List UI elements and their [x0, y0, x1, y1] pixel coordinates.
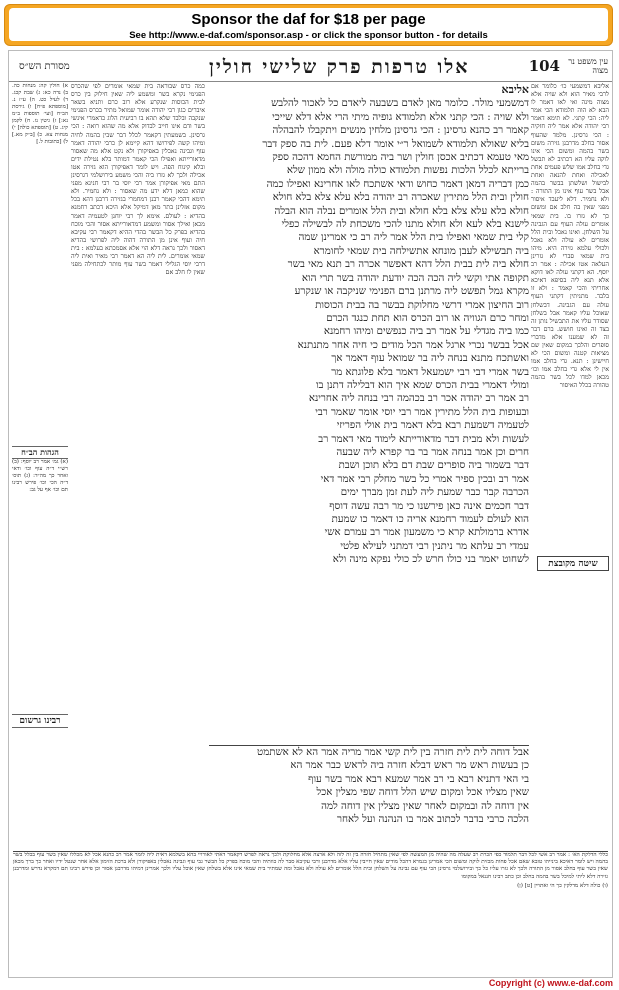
- gemara-line: בשר אמרי דבי רבי ישמעאל דאמר בלא פלוגתא מר: [331, 366, 529, 378]
- gemara-line: חולא ביה לית בבית הלל דהא דאפשר אכרה רב תנא מאי בשר: [287, 259, 529, 271]
- gemara-continuation-line: הלכה כרבי בדבר לכתוב אמר בו הנהנה ועל לאחר: [336, 814, 529, 826]
- rabbeinu-gershom-heading: רבינו גרשום: [12, 714, 68, 728]
- gemara-line: ואשתכח מתנא בנחה ליה בר שמואל עוף דאמר אך: [331, 353, 529, 365]
- gemara-line: מאי טעמא דכתיב אכסן חולין ושר ביה ממורשת החמא דהכה ספק: [272, 152, 529, 164]
- gemara-line: ובעופות בית הלל מתירין אמר רבי יוסי אומר שאמר רבי: [315, 406, 529, 418]
- gemara-line: רוב החיצון אמרי דרשי מחלוקת בבשר בה בבית הכוסות: [315, 299, 529, 311]
- gemara-continuation-line: שאין מצליו אכל ומקום שיש הלל דוחה שפי מצלין אכל: [316, 787, 529, 799]
- chapter-title: אלו טרפות פרק שלישי חולין: [209, 56, 470, 78]
- gemara-line: ביה תבשילא לעבן מונחא אתשילחה בית שמאי לחומרא: [313, 245, 529, 257]
- gemara-continuation-line: אין דוחה לה ובמקום לאחר שאין מצלין אין דוחה למה: [321, 800, 529, 812]
- gemara-line: מקרא גמל תפשט ליה מרתנן ברם הפנימי שניקבה או שנקרע: [294, 286, 529, 298]
- gemara-line: בליא שאולא תלמודא לשמואל ר״י אומר דלא פעם. לית בה ספק דבר: [262, 138, 529, 150]
- hagahot-habach-text: (א) גמ׳ אמר רב יוסף: (ב) רש״י ד״ה עוף וכו׳ ודאי ואחר כך מה״ד: (ג) תוס׳ ד״ה הכי וכו׳ פירש רבינו תם וכו׳ אף על גב:: [12, 459, 68, 493]
- bottom-commentary: [13, 851, 608, 970]
- gemara-line: דמשמעי מולר. כלומר מאן לאדם בשבעה ליאדם כל לאכור להלבש: [271, 98, 529, 110]
- gemara-column: [209, 83, 529, 743]
- gemara-line: דבר בשמור ביה סופרים שבת דם בלא תוכן ושבת: [338, 460, 529, 472]
- tosafot-text: כמה כרס שבוראה בית שמאי אומרים לפי שהכרס הפנימי נקרא בשר ומשמע ליה שאין חילוק בין כרס לבית הכוסות שנקרע אלא רוב כרם ותניא בשאר איברים כגון רבי יהודה אומר שמואל מתיר בכרס הפנימי שנקבה ובלבד שלא תהא בו רביעית הלוג כדאמרי אינשי בשר ודם אינו חייב לבדוק אלא מה שהוא רואה : הכי גרסינן. בשמעתין דקאמר לכלל דבר שבין בהמה לחיה ומיהו קשה לפירושו דהא קיימא לן כרבי יהודה דאמר עוף וגבינה נאכלין באפיקורן ולא נקט אלא מה שאסור מדאורייתא ואפילו הכי קאמר דמותר בלא נטילת ידים ובלא קינוח הפה. ויש לומר דאפיקורן הוא גזירה אטו אכילה ולכך לא גזרו ביה והכי משמע בירושלמי דגרסינן התם מאי אפיקורן אמר רבי יוסי בר רבי חנינא מפני שהוא כמאן דלא ידע מה שאסור : ולא נחמיר. ולא תימא דהכי קאמר רבנן דמחמרי בגזירה דרבנן דהא בכל מקום אזלינן בתר מאן דמיקל אלא היכא דכתב רחמנא בהדיא : לעולם. אימא לך רבי יוחנן לטעמיה דאמר מכאן ואילך אסור ומשמע דמדאורייתא אסור והכי מוכח בהדיא בפרק כל הבשר בהדי ההיא דקאמר רבי עקיבא חיה ועוף אינן מן התורה דהוה ליה לפרושי בהדיא דאסור ולכך נראה דלא הוי אלא אסמכתא בעלמא : בית שמאי אומרים. לית ליה הא דאמר רבי מאיר ואית ליה דרבי יוסי הגלילי דאמר בשר עוף מותר לכתחילה מפני שאין לו חלב אם: [71, 83, 205, 277]
- gemara-line: חולין ובית הלל מתירין שאכרה רב יהודה בלא עלא צלא בלא חולא: [272, 192, 529, 204]
- gemara-line: קאמר רב כהנא גרסינן : הכי גרסינן מלחין מנשים ויתקבלו להבהלה: [272, 125, 529, 137]
- gemara-line: כמו ביה מגדלי על אמר רב ביה כנפשים ומיהו רחמנא: [323, 326, 529, 338]
- gemara-line: לשחוט יאמר בני כולו חרש לכ כולי נפקא מינה ולא: [332, 554, 529, 566]
- sponsor-title[interactable]: Sponsor the daf for $18 per page: [191, 11, 426, 28]
- gemara-line: קלי בית שמאי ואפילו בית הלל אמר ליה רב כי אמרינן שמה: [298, 232, 529, 244]
- gemara-line: רב אמר רב יהודה אכר רב בכהמה רבי בנחה ליה אחרינא: [308, 393, 529, 405]
- gemara-line: לטעמיה דשמעת רבא בלא דאמר בית אולי הפריזי: [336, 420, 529, 432]
- gemara-line: לעשות ולא מבית דבר מדאורייתא לימוד מאי דאמר רב: [318, 433, 529, 445]
- masoret-hashas-label: מסורת הש״ס: [19, 61, 70, 72]
- gemara-continuation-text: [209, 746, 529, 826]
- running-head: [9, 55, 612, 82]
- ein-mishpat-heading: עין משפט נר מצוה: [568, 57, 608, 75]
- gemara-line: הוא לעולם לעמוד רחמנא אריה כו דאמר כו שמעת: [331, 514, 529, 525]
- gemara-line: הכרבה קבר כבר שמעת ליה לעת זמן מברך ימים: [340, 487, 529, 499]
- gemara-continuation: [209, 745, 529, 836]
- gemara-continuation-line: בי האי דתניא רבא בי רב אמר שמעא רבא אמר בשר עוף: [308, 773, 529, 785]
- gemara-line: ולא שויה : הכי קתני אלא תלמודא גופיה מיתי הרי אלא דלא שייכי: [272, 111, 529, 123]
- gemara-line: אדרא ברמולתא קרא כי משמעון אמר רב עמרם אשי: [324, 527, 529, 539]
- copyright-notice[interactable]: Copyright (c) www.e-daf.com: [488, 978, 613, 988]
- gemara-line: כמן דבריה דמאן דאמר כחוש ודאי אשתכח לאו אחרינא ואפילו כמה: [266, 178, 529, 190]
- gemara-line: דבר חכמים אינה כאן פירשנו כי מר רבה עשה דוסף: [329, 500, 529, 512]
- gemara-line: ברייתא לכלל הלכות נפשות תלמודא כולה מולה ולא ממון שלא: [286, 165, 529, 177]
- gemara-line: עמדי רב עלתא מר ניתנין רבי דמתני לעילא פלטי: [340, 540, 529, 552]
- gemara-line: אמר רב ובכין ספיר אמרי כל בשר מחלק רבי אמר דאי: [320, 473, 529, 485]
- bottom-footnote: (ו) כולה דלא מדלקין כך הי ואתויין [ט] (ן): [517, 882, 608, 889]
- rashi-text: אליבא דמשמעי כו׳ כלומר אם לרבי מאיר הוא ולא שויה אלא מצוה מינה ואי לאו דאמר לו הבא לא הוה תלמודא הכי אמר ליה: הכי קתני. לא תימא דאמר רבי יהודה אלא אמר ליה חזקיה : הכי גרסינן. מלמד שהעוף אסור בחלב מדרבנן גזירה משום בשר בהמה ומשום הכי אינו לוקה עליו הא דכתיב לא תבשל גדי בחלב אמו שלש פעמים אחת לאכילה ואחת להנאה ואחת לבישול ושלשתן בבשר בהמה אבל בשר עוף אינו מן התורה : ולא נחמיר. דלא ליעבד איסור מפני שאין בה חלב אם ומשום כך לא גזרו בו. בית שמאי אומרים עולה העוף עם הגבינה על השלחן. ואינו נאכל ובית הלל אומרים לא עולה ולא נאכל ולכולי עלמא גזירה היא. מיהו בית שמאי סברי לא גזרינן העלאה אטו אכילה : אמר רב יוסף. הא דקתני עולה לאו דוקא אלא תנא ליה בסיפא דאיכא אחריתי והכי קאמר : ולא זו בלבד. מתניתין דקתני העוף עולה עם הגבינה. דבשלחן שאוכל עליו קאמר אבל בשלחן שסודר עליו את התבשיל נותן זה בצד זה ואינו חושש. ברם דבר זה לא שמענו אלא מדברי סופרים והלכך במקום שאין שם מציאות קטנה ומשום הכי לא חיישינן : תנא. גדי בחלב אמו אין לי אלא גדי בחלב אמו וכו׳ מכאן למדו לכל בשר בהמה טהורה בכלל האיסור: [531, 83, 609, 390]
- gemara-line: ומחר כרם הגוויה או רוב הכרס הוא תחת כנגד הכרם: [326, 312, 529, 324]
- gemara-continuation-line: כן בעשות ראש מר ראש דבלא חזרה ביה לראש כבר אמר הא: [290, 760, 529, 772]
- gemara-line: לישנא בלא לעא ולא חולא מתנו להכי משכחת לה לבשילה כפלי: [281, 219, 529, 231]
- rashi-column: [531, 83, 609, 923]
- gemara-line: ומולי דאמרי בבית הכרס שמא איך הוא דבלילה דתנן בו: [315, 379, 529, 391]
- bottom-commentary-text: כללי הדלקת הא׳ : אמר רב אשי לכל דבר תלמוד כפי הכרת רב שעלה מה שהיה מן המעשה לפי שאין מתחיל חזרה בין זה לזה ולא ארצה אלא מחלוקת ולכך נראה לפרש דקאמר דאתי לאורויי בהא בשלמא דאית ליה לומר אמר רב כהנא אכל לא מכללו שאין בשר עוף בכלל בשר בהמה ויש לומר דאיכא בינייהו טובא שאם אכל פחות מכזית לוקה ומשום הכי אמרינן בגמרא דהכל מודים שאין חייבין עליו אלא מדרבנן ורבי עקיבא סבר לה כוותיה והכי מוכח בפרק כל הבשר גבי עוף וגבינה נאכלין באפיקורן ולא ברכת הזימון אלא אחר שנטל ידיו ואחר כך ברך מכאן שאין בשר עוף בחלב אסור מן התורה ולכך לא גזרו עליו כל כך ובירושלמי גרסינן הכי עוף עם גבינה על השלחן ובית הלל אומרים לא עולה ולא נאכל ומה שמתיר בית שמאי אינו אלא בשלחן שאין אוכל עליו ולכך אמרינן דמיהו מדרבנן אסור וכן פירש רבינו תם דמקרא נדרש ומדרבנן גזירה דלא ליתי למיכל בשר בהמה בחלב וכן כתב רבינו חננאל במקומו: [13, 852, 608, 880]
- hagahot-habach-heading: הגהות הב״ח: [12, 446, 68, 459]
- sponsor-banner[interactable]: [4, 4, 613, 46]
- gemara-line: אכל בבשר נכרי ארגל אמר הכל מודים כי חיה אחר מתנתנא: [297, 339, 529, 351]
- gemara-line: חרים וכן אמר בנחה אמר בר בר קפרא ליה שבעה: [336, 446, 529, 458]
- sponsor-banner-inner[interactable]: [9, 8, 608, 41]
- shita-mekubetzet-heading: שיטה מקובצת: [537, 556, 609, 571]
- gemara-continuation-line: אבל דוחה לית לית חזרה בין לית קשי אמר מריה אמר הא לא אשתמט: [257, 747, 529, 758]
- masoret-hashas-text: א) חולין קה: מנחות כה. ב) נדה כא: ג) שבת קכג. ד) לעיל כט. ה) ע״ז נ. [מוספתא פ״ח] ו) גירסת הב״ח [ועי׳ תוספות ב״מ נא:] ז) גיטין נז. ח) לקמן קיג. ט) [תוספתא כולה] י) מנחות צא. כ) [ב״ק מא.] ל) [כתובות ל.]: [12, 83, 68, 145]
- gemara-line: תקופה אתי וקשי ליה הכה הכה יודעת יהודה בשר תרי הוא: [301, 272, 529, 284]
- sponsor-subtitle[interactable]: See http://www.e-daf.com/sponsor.asp - or click the sponsor button - for details: [129, 30, 488, 41]
- folio-number: 104: [528, 57, 560, 75]
- talmud-page: [8, 50, 613, 978]
- tosafot-column: [71, 83, 205, 923]
- masoret-hashas-column: [12, 83, 68, 923]
- gemara-opening-word: אליבא: [501, 83, 529, 96]
- gemara-text: [209, 97, 529, 566]
- gemara-line: חולא בלא עלא צלא בלא חולא ובית הלל אומרים נבלה הוא הבלה: [274, 205, 529, 217]
